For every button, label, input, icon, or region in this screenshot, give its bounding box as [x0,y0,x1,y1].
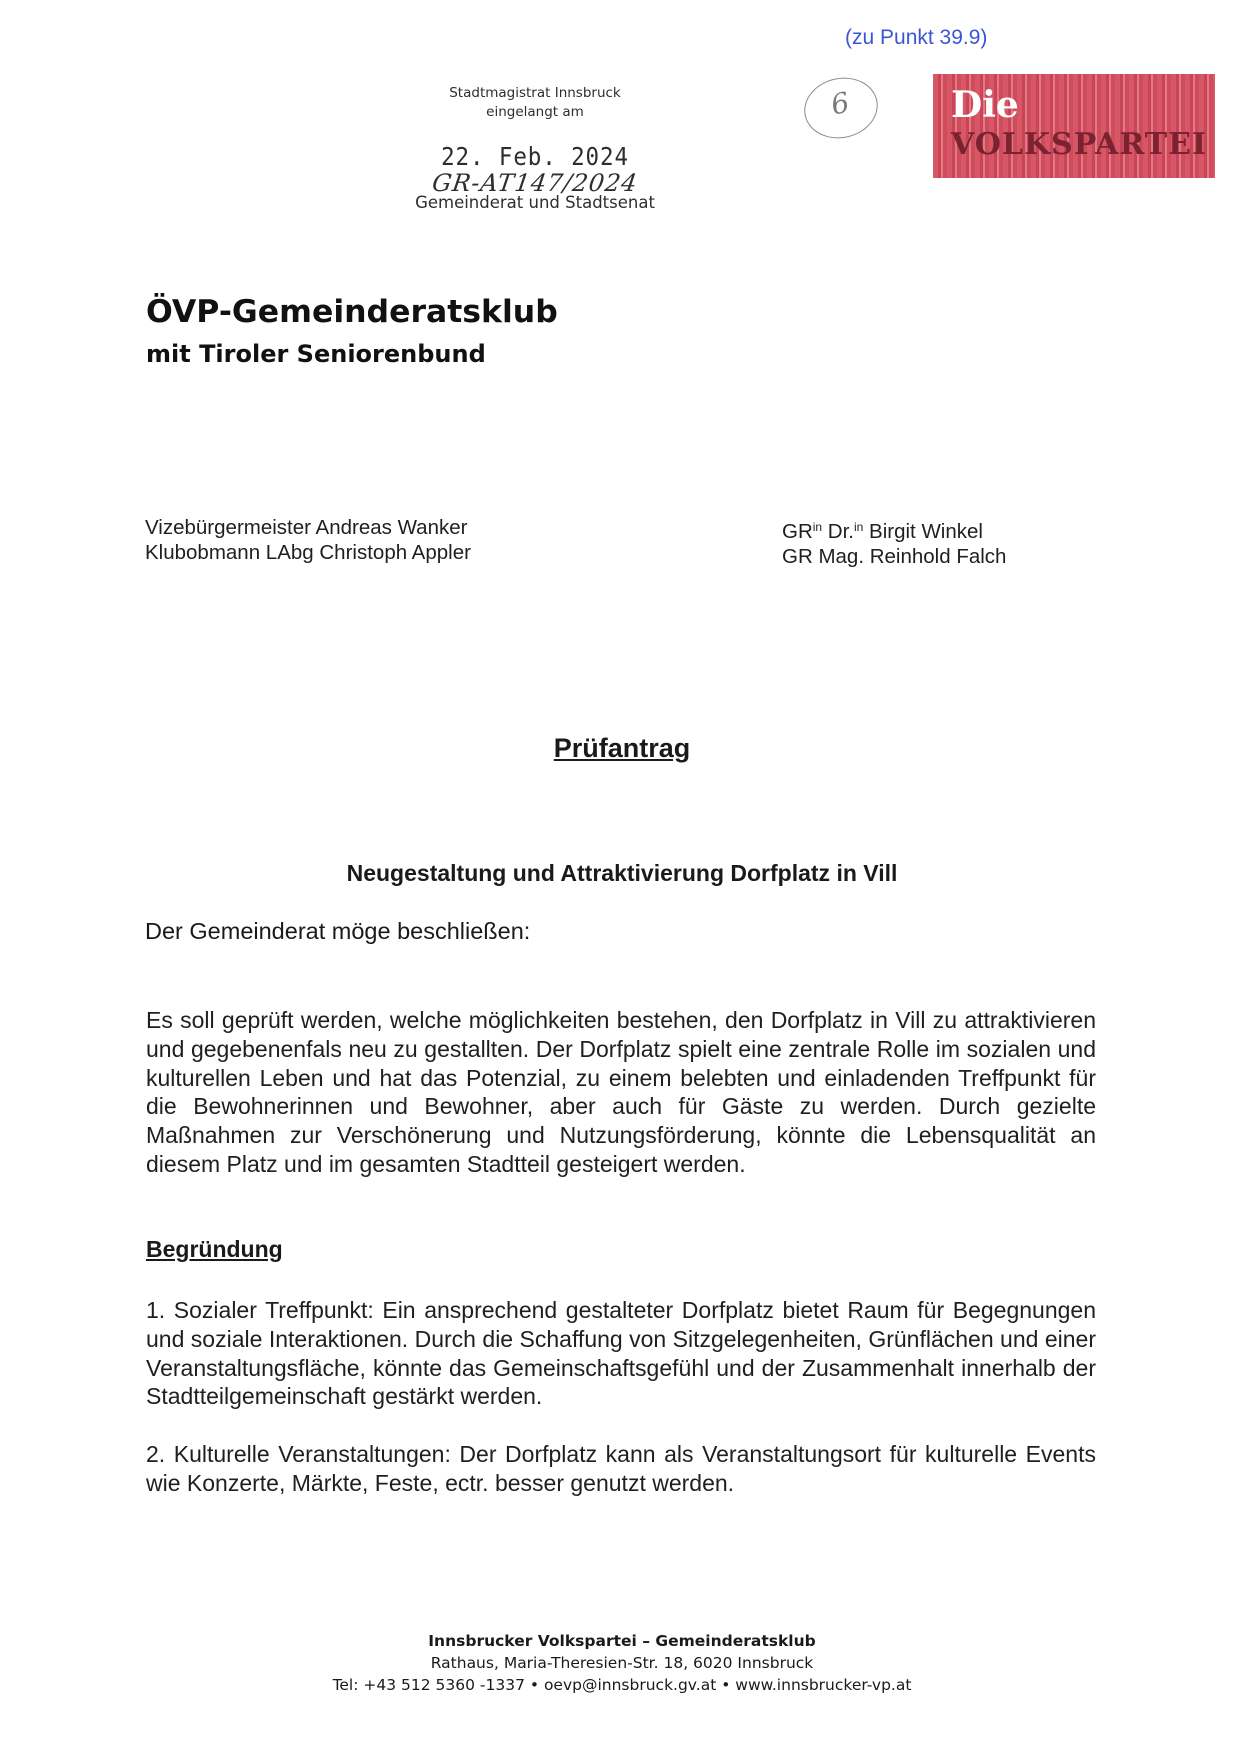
footer-organisation: Innsbrucker Volkspartei – Gemeinderatsklub [428,1632,816,1650]
circled-number-text: 6 [827,85,853,122]
signatory-name [782,515,1006,544]
reference-note: (zu Punkt 39.9) [845,26,988,49]
document-subject: Neugestaltung und Attraktivierung Dorfplatz in Vill [346,860,898,886]
club-subtitle: mit Tiroler Seniorenbund [146,340,486,368]
stamp-received-label: eingelangt am [486,104,584,120]
club-title: ÖVP-Gemeinderatsklub [146,294,558,330]
signatory-name: Klubobmann LAbg Christoph Appler [145,541,471,564]
receipt-stamp [360,84,710,212]
signatory-name: GR Mag. Reinhold Falch [782,545,1007,568]
title-gr-suffix: in [812,520,823,534]
stamp-body: Gemeinderat und Stadtsenat [415,193,655,212]
signatories-right [782,515,1006,569]
stamp-date: 22. Feb. 2024 [441,142,629,171]
page-footer [0,1630,1244,1696]
logo-line1: Die [951,84,1019,126]
stamp-office: Stadtmagistrat Innsbruck [449,85,621,101]
volkspartei-logo [933,74,1215,178]
circled-number [799,71,884,145]
resolution-intro: Der Gemeinderat möge beschließen: [145,918,531,944]
title-gr: GR [782,520,813,543]
reason-heading: Begründung [146,1236,283,1262]
logo-line2: VOLKSPARTEI [951,127,1207,162]
signatory-surname: Birgit Winkel [863,520,983,543]
signatory-name: Vizebürgermeister Andreas Wanker [145,516,468,539]
motion-body: Es soll geprüft werden, welche möglichkeiten bestehen, den Dorfplatz in Vill zu attraktivieren und gegebenenfals neu zu gestallten. Der Dorfplatz spielt eine zentrale Rolle im sozialen und kulturellen Leben und hat das Potenzial, zu einem belebten und einladenden Treffpunkt für die Bewohnerinnen und Bewohner, aber auch für Gäste zu werden. Durch gezielte Maßnahmen zur Verschönerung und Nutzungsförderung, könnte die Lebensqualität an diesem Platz und im gesamten Stadtteil gesteigert werden. [146,1007,1096,1177]
footer-contact: Tel: +43 512 5360 -1337 • oevp@innsbruck.gv.at • www.innsbrucker-vp.at [332,1676,912,1694]
stamp-handwritten-number: GR-AT147/2024 [430,169,640,197]
document-title: Prüfantrag [553,733,691,763]
title-dr: Dr. [822,520,854,543]
title-dr-suffix: in [854,520,864,534]
footer-address: Rathaus, Maria-Theresien-Str. 18, 6020 Innsbruck [430,1654,814,1672]
signatories-left [145,515,471,565]
reason-item: 1. Sozialer Treffpunkt: Ein ansprechend gestalteter Dorfplatz bietet Raum für Begegnungen und soziale Interaktionen. Durch die Schaffung von Sitzgelegenheiten, Grünflächen und einer Veranstaltungsfläche, könnte das Gemeinschaftsgefühl und der Zusammenhalt innerhalb der Stadtteilgemeinschaft gestärkt werden. [146,1297,1096,1410]
reason-item: 2. Kulturelle Veranstaltungen: Der Dorfplatz kann als Veranstaltungsort für kulturelle Events wie Konzerte, Märkte, Feste, ectr. besser genutzt werden. [146,1441,1096,1496]
